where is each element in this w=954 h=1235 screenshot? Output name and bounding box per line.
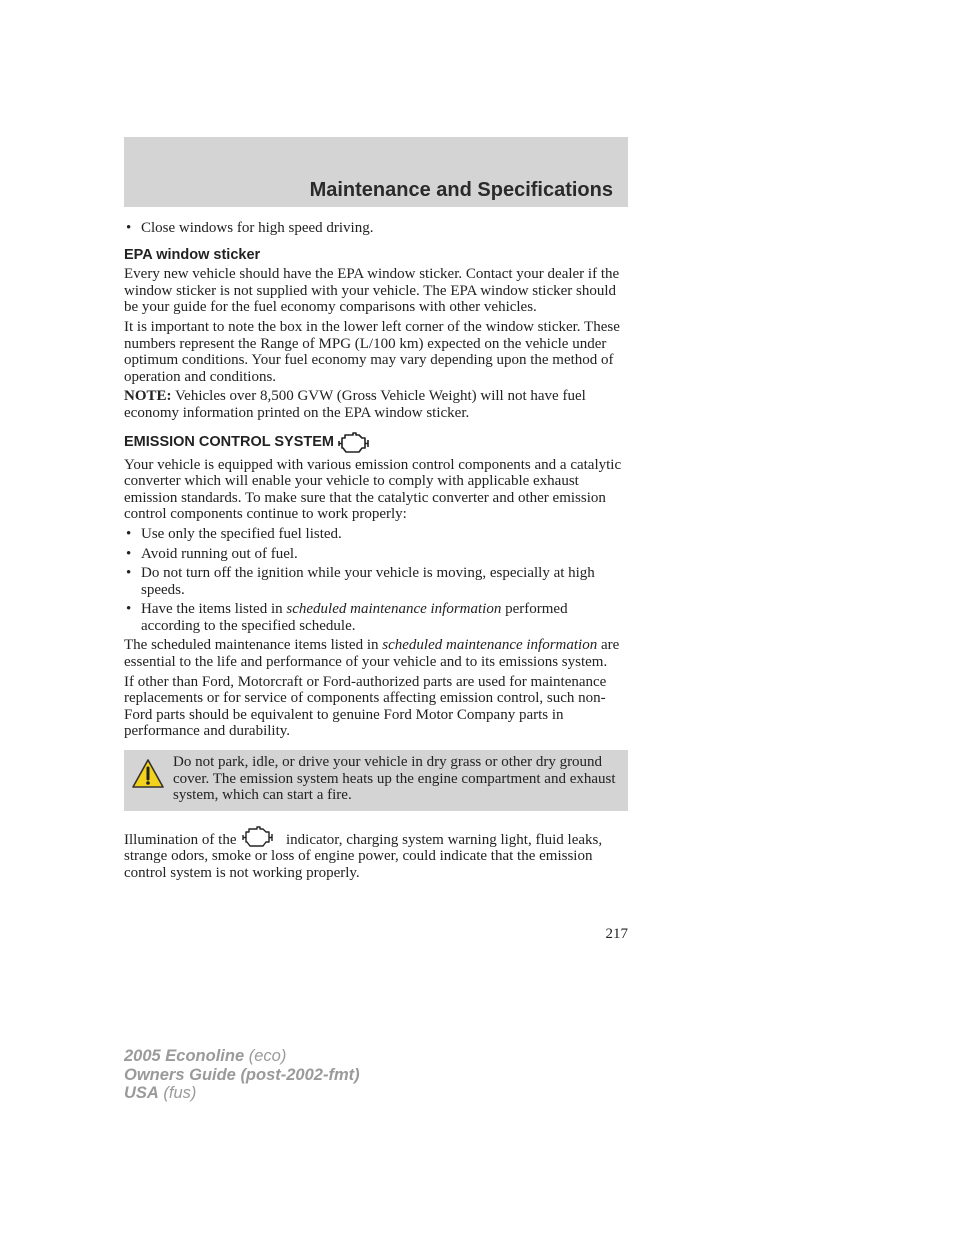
warning-triangle-icon	[131, 757, 165, 791]
check-engine-icon	[338, 432, 370, 454]
list-item: • Use only the specified fuel listed.	[126, 525, 342, 542]
page-number: 217	[605, 926, 628, 942]
page-content	[124, 220, 628, 885]
epa-note: NOTE: Vehicles over 8,500 GVW (Gross Vehicle Weight) will not have fuel economy information printed on the EPA window sticker.	[124, 388, 586, 421]
note-label: NOTE:	[124, 388, 172, 405]
emission-heading: EMISSION CONTROL SYSTEM	[124, 432, 628, 454]
cross-reference: scheduled maintenance information	[286, 601, 502, 618]
parts-paragraph: If other than Ford, Motorcraft or Ford-authorized parts are used for maintenance replacements or for service of components affecting emission control, such non-Ford parts should be equivalent to genuine Ford Motor Company parts in performance and durability.	[124, 673, 607, 740]
warning-box	[124, 750, 628, 811]
check-engine-icon	[242, 826, 274, 848]
footer	[124, 1047, 360, 1103]
cross-reference: scheduled maintenance information	[382, 637, 598, 654]
epa-paragraph-2: It is important to note the box in the lower left corner of the window sticker. These numbers represent the Range of MPG (L/100 km) expected on the vehicle under optimum conditions. Your fuel economy may vary depending upon the method of operation and conditions.	[124, 318, 620, 385]
illumination-paragraph: Illumination of the indicator, charging system warning light, fluid leaks, strange odors, smoke or loss of engine power, could indicate that the emission control system is not working properly.	[124, 826, 628, 882]
warning-text: Do not park, idle, or drive your vehicle in dry grass or other dry ground cover. The emission system heats up the engine compartment and exhaust system, which can start a fire.	[173, 754, 616, 804]
epa-heading: EPA window sticker	[124, 246, 261, 263]
epa-paragraph-1: Every new vehicle should have the EPA window sticker. Contact your dealer if the window sticker is not supplied with your vehicle. The EPA window sticker should be your guide for the fuel economy comparisons with other vehicles.	[124, 266, 620, 316]
list-item: • Do not turn off the ignition while your vehicle is moving, especially at high speeds.	[126, 565, 595, 598]
scheduled-maintenance-paragraph: The scheduled maintenance items listed in scheduled maintenance information are essential to the life and performance of your vehicle and to its emissions system.	[124, 637, 620, 671]
list-item: • Close windows for high speed driving.	[126, 220, 374, 236]
footer-line-2: Owners Guide (post-2002-fmt)	[124, 1065, 360, 1084]
footer-line-1: 2005 Econoline (eco)	[124, 1047, 287, 1065]
bullet-dot: •	[126, 220, 132, 236]
section-header-band	[124, 137, 628, 207]
emission-intro: Your vehicle is equipped with various emission control components and a catalytic converter which will enable your vehicle to comply with applicable exhaust emission standards. To make sure that the catalytic converter and other emission control components continue to work properly:	[124, 456, 622, 523]
list-item: • Avoid running out of fuel.	[126, 545, 298, 562]
footer-line-3: USA (fus)	[124, 1084, 197, 1102]
list-item: • Have the items listed in scheduled maintenance information performed according to the specified schedule.	[126, 601, 568, 634]
section-title: Maintenance and Specifications	[309, 179, 613, 201]
